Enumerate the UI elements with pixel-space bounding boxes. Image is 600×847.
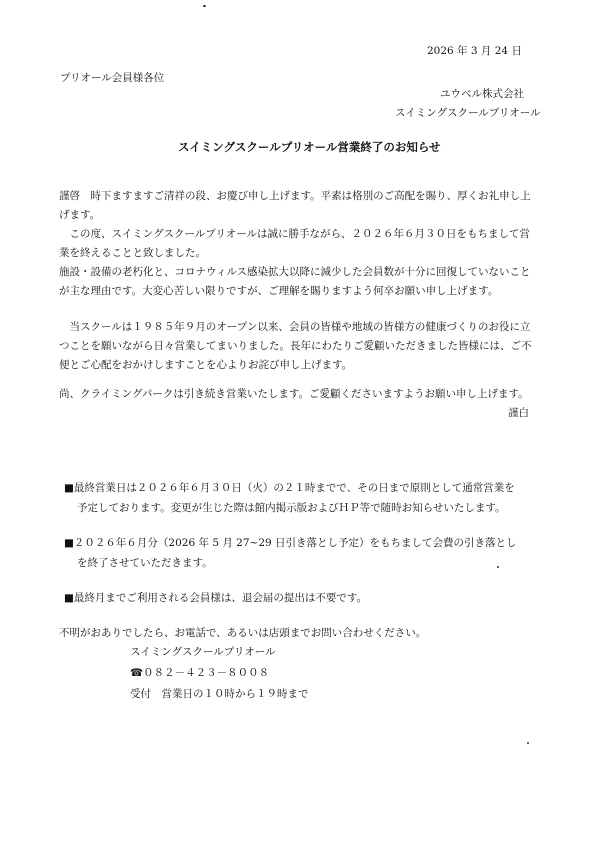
scan-speck (203, 5, 206, 7)
inquiry-text: 不明がおありでしたら、お電話で、あるいは店頭までお問い合わせください。 (59, 627, 427, 639)
paragraph-line: 業を終えることと致しました。 (59, 247, 206, 259)
contact-name: スイミングスクールプリオール (130, 646, 276, 658)
paragraph-line: 便とご心配をおかけしますことを心よりお詫び申し上げます。 (59, 359, 353, 371)
greeting-paragraph (59, 187, 535, 301)
notice-last-day (64, 478, 534, 518)
sender-school: スイミングスクールプリオール (395, 107, 541, 119)
climbing-park-note: 尚、クライミングパークは引き続き営業いたします。ご愛顧くださいますようお願い申し上げます。 (59, 388, 529, 400)
paragraph-line: 謹啓 時下ますますご清祥の段、お慶び申し上げます。平素は格別のご高配を賜り、厚くお礼申し上 (59, 190, 531, 202)
contact-block (130, 642, 309, 705)
addressee: プリオール会員様各位 (60, 72, 165, 84)
notice-withdrawal-form (64, 588, 534, 608)
notice-line: ■最終月までご利用される会員様は、退会届の提出は不要です。 (64, 592, 368, 604)
contact-phone: ０８２－４２３－８００８ (143, 667, 270, 679)
document-date: 2026 年 3 月 24 日 (427, 45, 522, 57)
notice-fee-withdrawal (64, 533, 534, 573)
paragraph-line: 施設・設備の老朽化と、コロナウィルス感染拡大以降に減少した会員数が十分に回復していないこと (59, 266, 531, 278)
contact-phone-row (130, 663, 309, 684)
scan-speck (527, 742, 529, 744)
sender-company: ユウベル株式会社 (440, 88, 524, 100)
contact-hours: 受付 営業日の１０時から１９時まで (130, 688, 309, 700)
notice-line: 予定しております。変更が生じた際は館内掲示版およびＨＰ等で随時お知らせいたします。 (77, 502, 506, 514)
paragraph-line: 当スクールは１９８５年９月のオープン以来、会員の皆様や地域の皆様方の健康づくりのお役に立 (59, 321, 531, 333)
history-paragraph (59, 318, 535, 375)
page-title: スイミングスクールプリオール営業終了のお知らせ (178, 140, 441, 154)
notice-line: を終了させていただきます。 (77, 557, 213, 569)
notice-line: ■２０２６年６月分（2026 年 5 月 27~29 日引き落とし予定）をもちまして会費の引き落とし (64, 537, 517, 549)
phone-icon: ☎ (130, 667, 144, 679)
paragraph-line: が主な理由です。大変心苦しい限りですが、ご理解を賜りますよう何卒お願い申し上げます。 (59, 285, 499, 297)
closing-word: 謹白 (508, 407, 529, 419)
notice-line: ■最終営業日は２０２６年６月３０日（火）の２１時までで、その日まで原則として通常営業を (64, 482, 515, 494)
paragraph-line: げます。 (59, 209, 101, 221)
paragraph-line: つことを願いながら日々営業してまいりました。長年にわたりご愛顧いただきました皆様には、ご不 (59, 340, 532, 352)
paragraph-line: この度、スイミングスクールプリオールは誠に勝手ながら、２０２６年６月３０日をもちまして営 (59, 228, 531, 240)
